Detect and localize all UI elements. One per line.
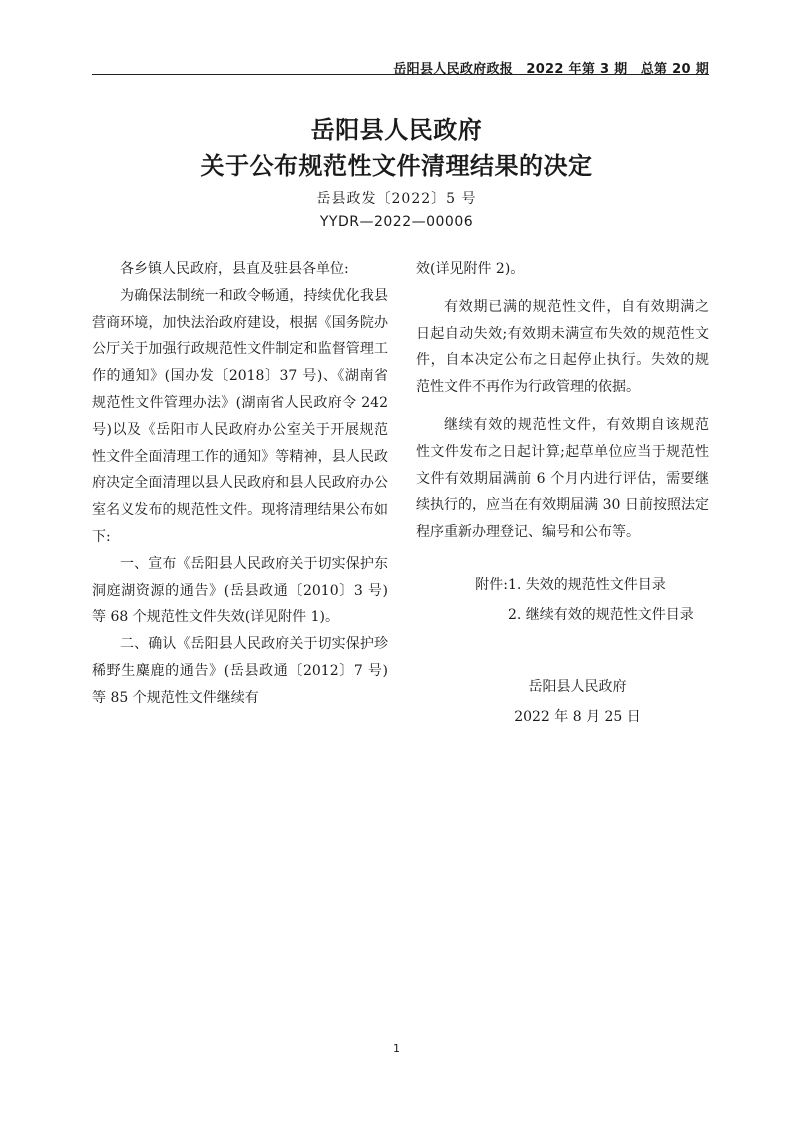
paragraph-expiry: 有效期已满的规范性文件，自有效期满之日起自动失效;有效期未满宣布失效的规范性文件，自本决定公布之日起停止执行。失效的规范性文件不再作为行政管理的依据。 [416, 298, 709, 396]
attachment-row [416, 600, 709, 630]
paragraph-item-two-end: 效(详见附件 2)。 [416, 261, 525, 277]
attachment-row [416, 570, 709, 600]
document-code: YYDR—2022—00006 [319, 214, 474, 230]
title-line-2: 关于公布规范性文件清理结果的决定 [200, 152, 593, 180]
attachment-item-1: 1. 失效的规范性文件目录 [508, 576, 666, 593]
left-column [92, 256, 388, 712]
attachments-list [416, 570, 709, 630]
signature-block [416, 672, 709, 732]
page-number: 1 [393, 1042, 400, 1055]
title-block [0, 112, 793, 234]
right-column [416, 256, 709, 732]
running-header: 岳阳县人民政府政报 2022 年第 3 期 总第 20 期 [393, 62, 709, 77]
salutation: 各乡镇人民政府，县直及驻县各单位: [120, 261, 349, 277]
attachment-item-2: 2. 继续有效的规范性文件目录 [508, 606, 694, 623]
signature-date: 2022 年 8 月 25 日 [514, 708, 641, 725]
attachments-label: 附件: [475, 576, 508, 593]
paragraph-item-one: 一、宣布《岳阳县人民政府关于切实保护东洞庭湖资源的通告》(岳县政通〔2010〕3 号)等 68 个规范性文件失效(详见附件 1)。 [92, 555, 388, 626]
header-rule [92, 74, 709, 75]
paragraph-basis: 为确保法制统一和政令畅通，持续优化我县营商环境，加快法治政府建设，根据《国务院办公厅关于加强行政规范性文件制定和监督管理工作的通知》(国办发〔2018〕37 号)、《湖南省规范性文件管理办法》(湖南省人民政府令 242 号)以及《岳阳市人民政府办公室关于开展规范性文件全面清理工作的通知》等精神，县人民政府决定全面清理以县人民政府和县人民政府办公室名义发布的规范性文件。现将清理结果公布如下: [92, 287, 388, 545]
title-line-1: 岳阳县人民政府 [310, 116, 483, 144]
document-number: 岳县政发〔2022〕5 号 [316, 191, 477, 207]
paragraph-validity: 继续有效的规范性文件，有效期自该规范性文件发布之日起计算;起草单位应当于规范性文件有效期届满前 6 个月内进行评估，需要继续执行的，应当在有效期届满 30 日前按照法定程序重新办理登记、编号和公布等。 [416, 416, 709, 541]
signature-org: 岳阳县人民政府 [528, 678, 627, 695]
paragraph-item-two-start: 二、确认《岳阳县人民政府关于切实保护珍稀野生麋鹿的通告》(岳县政通〔2012〕7 号)等 85 个规范性文件继续有 [92, 636, 388, 706]
